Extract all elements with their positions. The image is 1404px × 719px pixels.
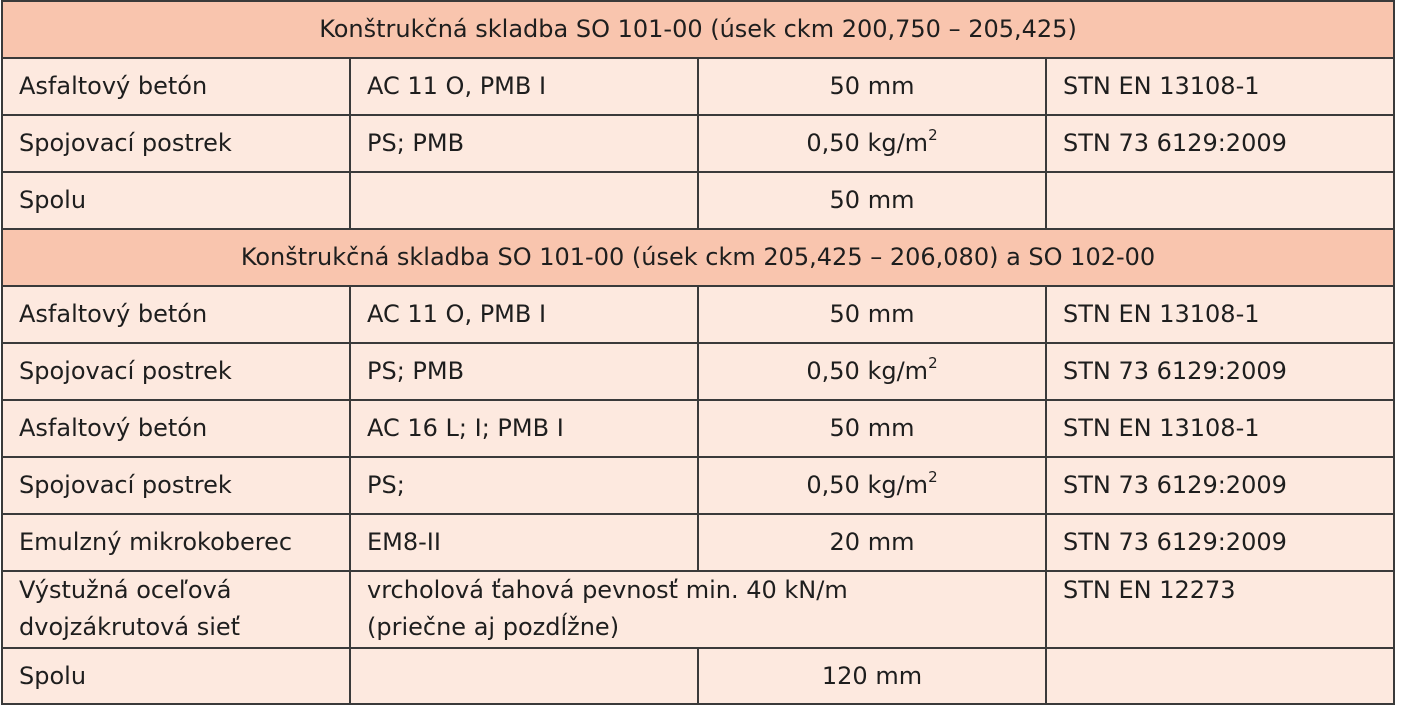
- reinforcement-row: [2, 571, 1394, 648]
- standard-cell: STN 73 6129:2009: [1046, 115, 1394, 172]
- empty-cell: [1046, 172, 1394, 229]
- table-row: [2, 343, 1394, 400]
- type-cell: EM8-II: [350, 514, 698, 571]
- amount-cell: 0,50 $kg/m^2$: [698, 457, 1046, 514]
- total-row: [2, 648, 1394, 704]
- material-cell: Spojovací postrek: [2, 343, 350, 400]
- table-row: [2, 457, 1394, 514]
- pavement-structure-table: [1, 0, 1395, 705]
- type-cell: PS; PMB: [350, 343, 698, 400]
- total-row: [2, 172, 1394, 229]
- table-row: [2, 115, 1394, 172]
- section-title: Konštrukčná skladba SO 101-00 (úsek ckm 200,750 – 205,425): [2, 1, 1394, 58]
- standard-cell: STN EN 12273: [1046, 571, 1394, 648]
- material-cell: Asfaltový betón: [2, 286, 350, 343]
- reinforcement-description: vrcholová ťahová pevnosť min. 40 kN/m (priečne aj pozdĺžne): [350, 571, 1046, 648]
- total-label: Spolu: [2, 172, 350, 229]
- amount-cell: 0,50 $kg/m^2$: [698, 115, 1046, 172]
- material-cell: Emulzný mikrokoberec: [2, 514, 350, 571]
- total-amount: 120 mm: [698, 648, 1046, 704]
- amount-cell: 50 mm: [698, 286, 1046, 343]
- table-row: [2, 514, 1394, 571]
- standard-cell: STN EN 13108-1: [1046, 400, 1394, 457]
- type-cell: AC 11 O, PMB I: [350, 286, 698, 343]
- empty-cell: [1046, 648, 1394, 704]
- section-title: Konštrukčná skladba SO 101-00 (úsek ckm 205,425 – 206,080) a SO 102-00: [2, 229, 1394, 286]
- table-row: [2, 58, 1394, 115]
- type-cell: PS;: [350, 457, 698, 514]
- standard-cell: STN EN 13108-1: [1046, 58, 1394, 115]
- total-amount: 50 mm: [698, 172, 1046, 229]
- amount-cell: 20 mm: [698, 514, 1046, 571]
- table-row: [2, 400, 1394, 457]
- material-cell: Spojovací postrek: [2, 115, 350, 172]
- standard-cell: STN 73 6129:2009: [1046, 514, 1394, 571]
- type-cell: AC 11 O, PMB I: [350, 58, 698, 115]
- empty-cell: [350, 648, 698, 704]
- section-header-row: [2, 1, 1394, 58]
- section-header-row: [2, 229, 1394, 286]
- standard-cell: STN 73 6129:2009: [1046, 343, 1394, 400]
- reinforcement-material: Výstužná oceľová dvojzákrutová sieť: [2, 571, 350, 648]
- standard-cell: STN 73 6129:2009: [1046, 457, 1394, 514]
- standard-cell: STN EN 13108-1: [1046, 286, 1394, 343]
- empty-cell: [350, 172, 698, 229]
- type-cell: AC 16 L; I; PMB I: [350, 400, 698, 457]
- type-cell: PS; PMB: [350, 115, 698, 172]
- total-label: Spolu: [2, 648, 350, 704]
- amount-cell: 50 mm: [698, 58, 1046, 115]
- amount-cell: 0,50 $kg/m^2$: [698, 343, 1046, 400]
- material-cell: Asfaltový betón: [2, 400, 350, 457]
- amount-cell: 50 mm: [698, 400, 1046, 457]
- material-cell: Asfaltový betón: [2, 58, 350, 115]
- material-cell: Spojovací postrek: [2, 457, 350, 514]
- table-row: [2, 286, 1394, 343]
